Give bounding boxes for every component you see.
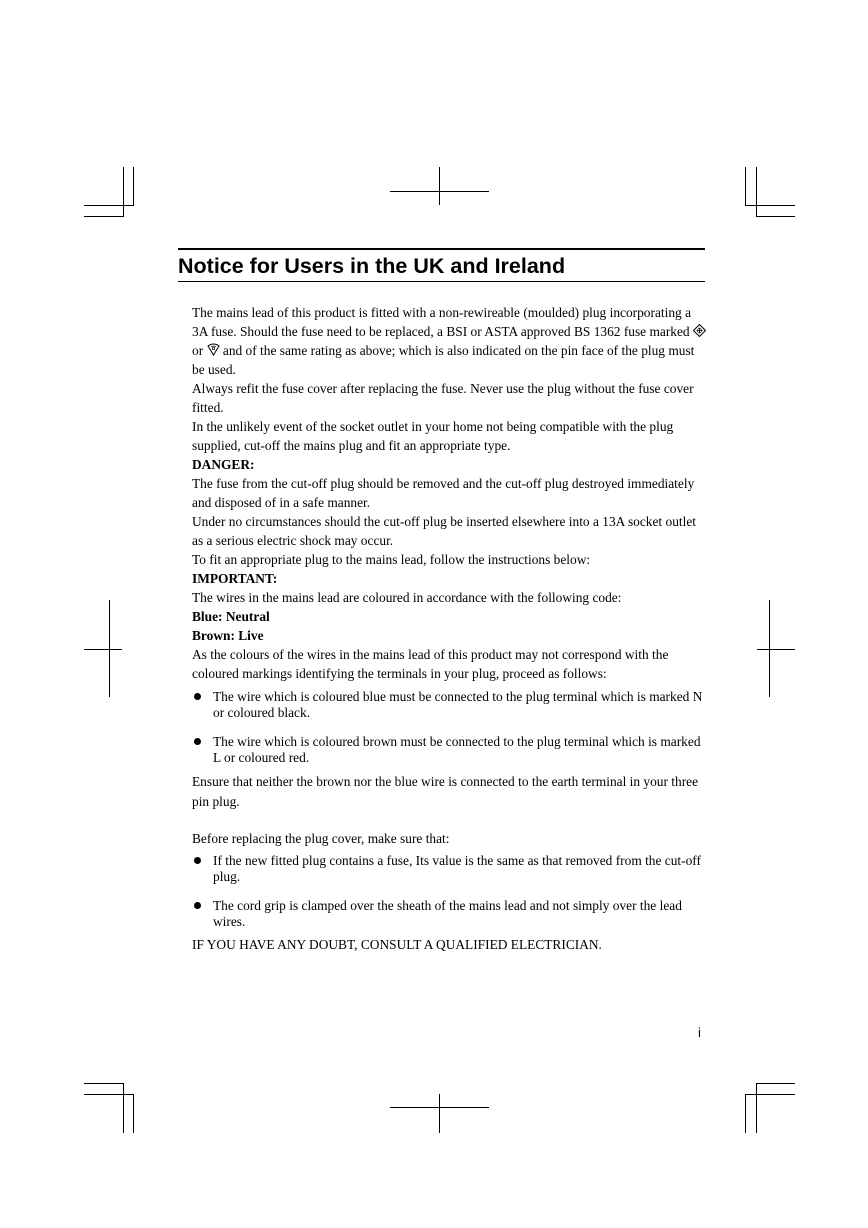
code-blue: Blue: Neutral xyxy=(192,609,270,624)
bsi-kitemark-icon xyxy=(207,342,220,356)
colour-mismatch-paragraph: As the colours of the wires in the mains lead of this product may not correspond with the coloured markings identifying the terminals in your plug, proceed as follows: xyxy=(192,647,669,681)
danger-socket-paragraph: Under no circumstances should the cut-off plug be inserted elsewhere into a 13A socket outlet as a serious electric shock may occur. xyxy=(192,514,696,548)
notice-body xyxy=(192,303,706,954)
plug-cover-list xyxy=(192,853,706,930)
wiring-list xyxy=(192,689,706,766)
electrician-warning: IF YOU HAVE ANY DOUBT, CONSULT A QUALIFIED ELECTRICIAN. xyxy=(192,937,602,952)
fuse-cover-paragraph: Always refit the fuse cover after replacing the fuse. Never use the plug without the fuse cover fitted. xyxy=(192,381,694,415)
bullet-icon xyxy=(194,902,201,909)
fit-plug-paragraph: To fit an appropriate plug to the mains lead, follow the instructions below: xyxy=(192,552,591,567)
socket-paragraph: In the unlikely event of the socket outlet in your home not being compatible with the plug supplied, cut-off the mains plug and fit an appropriate type. xyxy=(192,419,674,453)
page-number: i xyxy=(698,1025,701,1040)
bullet-icon xyxy=(194,857,201,864)
list-item: If the new fitted plug contains a fuse, Its value is the same as that removed from the cut-off plug. xyxy=(192,853,706,885)
important-heading: IMPORTANT: xyxy=(192,571,278,586)
danger-fuse-paragraph: The fuse from the cut-off plug should be removed and the cut-off plug destroyed immediately and disposed of in a safe manner. xyxy=(192,476,695,510)
danger-heading: DANGER: xyxy=(192,457,255,472)
code-brown: Brown: Live xyxy=(192,628,264,643)
list-item: The wire which is coloured brown must be connected to the plug terminal which is marked L or coloured red. xyxy=(192,734,706,766)
list-item: The cord grip is clamped over the sheath of the mains lead and not simply over the lead wires. xyxy=(192,898,706,930)
title-rule-top xyxy=(178,248,705,250)
wire-code-paragraph: The wires in the mains lead are coloured in accordance with the following code: xyxy=(192,590,622,605)
bullet-icon xyxy=(194,693,201,700)
page-title: Notice for Users in the UK and Ireland xyxy=(178,254,566,278)
bullet-icon xyxy=(194,738,201,745)
title-rule-bottom xyxy=(178,281,705,282)
list-item: The wire which is coloured blue must be connected to the plug terminal which is marked N or coloured black. xyxy=(192,689,706,721)
fuse-paragraph: The mains lead of this product is fitted with a non-rewireable (moulded) plug incorporating a 3A fuse. Should the fuse need to be replaced, a BSI or ASTA approved BS 1362 fuse marked or and of the same rating as above; which is also indicated on the pin face of the plug must be used. xyxy=(192,303,706,379)
plug-cover-paragraph: Before replacing the plug cover, make sure that: xyxy=(192,831,450,846)
asta-mark-icon xyxy=(693,324,706,337)
earth-paragraph: Ensure that neither the brown nor the blue wire is connected to the earth terminal in your three pin plug. xyxy=(192,774,699,809)
